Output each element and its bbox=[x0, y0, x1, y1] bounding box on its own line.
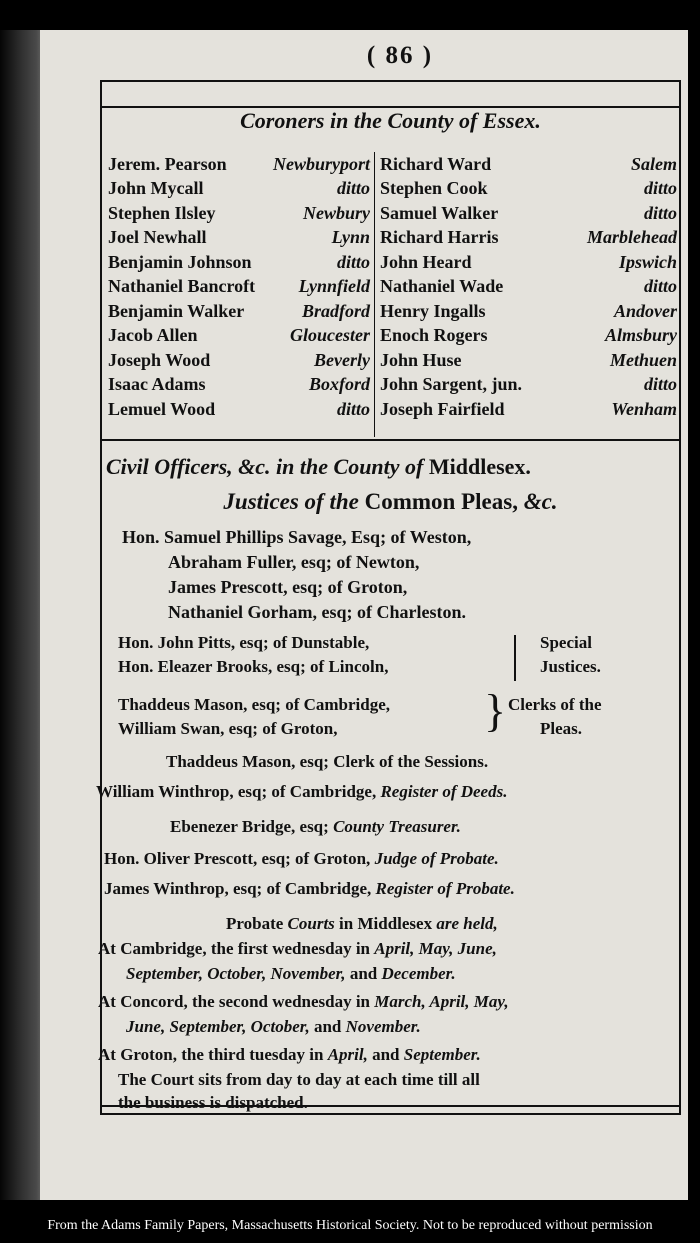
coroner-entry bbox=[380, 348, 677, 373]
justice-line-2: Abraham Fuller, esq; of Newton, bbox=[168, 552, 420, 572]
courts-heading-a: Probate bbox=[226, 914, 284, 933]
clerks-brace: } bbox=[484, 685, 507, 736]
coroner-entry bbox=[380, 250, 677, 275]
court-sits-line-1: The Court sits from day to day at each time till all bbox=[118, 1070, 480, 1089]
coroner-entry bbox=[380, 373, 677, 398]
civil-officers-heading bbox=[106, 454, 679, 480]
coroner-name: Benjamin Johnson bbox=[108, 251, 252, 272]
coroner-town: Lynnfield bbox=[298, 276, 370, 297]
courts-heading-c: in Middlesex bbox=[339, 914, 433, 933]
justices-heading bbox=[102, 489, 679, 515]
coroner-entry bbox=[380, 201, 677, 226]
coroner-town: Methuen bbox=[609, 349, 677, 370]
justice-line-4: Nathaniel Gorham, esq; of Charleston. bbox=[168, 602, 466, 622]
coroner-name: Samuel Walker bbox=[380, 202, 499, 223]
probate-judge-title: Judge of Probate. bbox=[374, 849, 499, 868]
coroner-name: Stephen Cook bbox=[380, 178, 488, 199]
coroner-town: ditto bbox=[643, 178, 677, 199]
coroner-entry bbox=[380, 275, 677, 300]
justices-heading-c: &c. bbox=[523, 489, 558, 514]
treasurer-title: County Treasurer. bbox=[333, 817, 461, 836]
coroner-town: ditto bbox=[336, 178, 370, 199]
civil-heading-county: Middlesex. bbox=[428, 454, 531, 479]
coroner-name: Joseph Wood bbox=[108, 349, 211, 370]
deeds-title: Register of Deeds. bbox=[380, 782, 508, 801]
clerk-line-1: Thaddeus Mason, esq; of Cambridge, bbox=[118, 695, 391, 714]
groton-1c: and bbox=[372, 1045, 400, 1064]
coroner-town: ditto bbox=[643, 202, 677, 223]
cambridge-1b: April, May, June, bbox=[374, 939, 497, 958]
justices-heading-a: Justices of the bbox=[223, 489, 359, 514]
coroner-town: Ipswich bbox=[618, 251, 677, 272]
courts-heading-b: Courts bbox=[287, 914, 335, 933]
coroner-name: Lemuel Wood bbox=[108, 398, 216, 419]
justice-line-3: James Prescott, esq; of Groton, bbox=[168, 577, 408, 597]
coroner-name: John Huse bbox=[380, 349, 462, 370]
coroners-right-column bbox=[380, 152, 677, 422]
coroner-town: ditto bbox=[336, 398, 370, 419]
groton-1a: At Groton, the third tuesday in bbox=[98, 1045, 324, 1064]
coroner-town: Marblehead bbox=[587, 227, 677, 248]
coroner-entry bbox=[108, 324, 370, 349]
coroner-entry bbox=[380, 152, 677, 177]
groton-1d: September. bbox=[403, 1045, 481, 1064]
coroner-town: Almsbury bbox=[604, 325, 677, 346]
clerk-of-sessions: Thaddeus Mason, esq; Clerk of the Sessions. bbox=[166, 752, 489, 771]
concord-line-1 bbox=[98, 992, 509, 1012]
coroner-town: Newbury bbox=[303, 202, 370, 223]
coroner-name: John Mycall bbox=[108, 178, 204, 199]
concord-2b: and bbox=[313, 1017, 342, 1036]
judge-of-probate bbox=[104, 849, 499, 869]
justice-line-1: Hon. Samuel Phillips Savage, Esq; of Weston, bbox=[122, 527, 472, 547]
clerk-line-2: William Swan, esq; of Groton, bbox=[118, 719, 338, 738]
special-justice-2: Hon. Eleazer Brooks, esq; of Lincoln, bbox=[118, 657, 389, 676]
coroner-entry bbox=[380, 226, 677, 251]
probate-courts-heading bbox=[226, 914, 498, 934]
court-sits-line-2: the business is dispatched. bbox=[118, 1093, 308, 1112]
coroner-name: Benjamin Walker bbox=[108, 300, 245, 321]
coroner-town: Beverly bbox=[314, 349, 370, 370]
coroner-name: Richard Harris bbox=[380, 227, 499, 248]
almanac-page bbox=[40, 30, 688, 1200]
coroner-entry bbox=[108, 152, 370, 177]
coroner-name: Richard Ward bbox=[380, 153, 492, 174]
coroner-entry bbox=[380, 397, 677, 422]
coroner-name: Jacob Allen bbox=[108, 325, 198, 346]
coroner-name: Henry Ingalls bbox=[380, 300, 486, 321]
special-label-1: Special bbox=[540, 633, 592, 652]
civil-heading-italic: Civil Officers, &c. in the County of bbox=[106, 454, 424, 479]
coroner-entry bbox=[108, 201, 370, 226]
concord-2c: November. bbox=[345, 1017, 421, 1036]
coroner-town: Lynn bbox=[331, 227, 370, 248]
coroner-town: Boxford bbox=[308, 374, 370, 395]
coroner-entry bbox=[380, 324, 677, 349]
register-of-probate bbox=[104, 879, 515, 899]
cambridge-2b: and bbox=[349, 964, 378, 983]
special-justice-1: Hon. John Pitts, esq; of Dunstable, bbox=[118, 633, 370, 652]
coroner-town: ditto bbox=[643, 374, 677, 395]
probate-judge-name: Hon. Oliver Prescott, esq; of Groton, bbox=[104, 849, 371, 868]
copyright-caption: From the Adams Family Papers, Massachusetts Historical Society. Not to be reproduced without permission bbox=[47, 1218, 653, 1233]
concord-1a: At Concord, the second wednesday in bbox=[98, 992, 371, 1011]
concord-line-2 bbox=[126, 1017, 421, 1037]
deeds-name: William Winthrop, esq; of Cambridge, bbox=[96, 782, 377, 801]
probate-register-name: James Winthrop, esq; of Cambridge, bbox=[104, 879, 372, 898]
column-divider bbox=[374, 152, 375, 437]
coroner-name: Jerem. Pearson bbox=[108, 153, 227, 174]
coroner-name: John Sargent, jun. bbox=[380, 374, 523, 395]
cambridge-2c: December. bbox=[381, 964, 456, 983]
coroner-name: Nathaniel Bancroft bbox=[108, 276, 256, 297]
coroner-entry bbox=[108, 250, 370, 275]
coroner-name: Joseph Fairfield bbox=[380, 398, 505, 419]
coroner-entry bbox=[108, 373, 370, 398]
cambridge-line-1 bbox=[98, 939, 497, 959]
coroner-entry bbox=[108, 397, 370, 422]
coroner-entry bbox=[380, 299, 677, 324]
coroner-town: Salem bbox=[630, 153, 677, 174]
coroner-town: Andover bbox=[614, 300, 677, 321]
coroner-entry bbox=[108, 177, 370, 202]
clerks-label-2: Pleas. bbox=[540, 719, 583, 738]
coroners-heading: Coroners in the County of Essex. bbox=[240, 108, 541, 133]
coroner-town: Wenham bbox=[611, 398, 677, 419]
treasurer-name: Ebenezer Bridge, esq; bbox=[170, 817, 329, 836]
coroner-entry bbox=[108, 348, 370, 373]
coroner-town: ditto bbox=[643, 276, 677, 297]
special-label-2: Justices. bbox=[540, 657, 601, 676]
groton-line bbox=[98, 1045, 481, 1065]
rule-middle bbox=[102, 439, 679, 441]
cambridge-2a: September, October, November, bbox=[126, 964, 346, 983]
courts-heading-d: are held, bbox=[436, 914, 498, 933]
coroner-name: John Heard bbox=[380, 251, 472, 272]
coroner-town: Newburyport bbox=[272, 153, 370, 174]
coroner-name: Enoch Rogers bbox=[380, 325, 488, 346]
cambridge-1a: At Cambridge, the first wednesday in bbox=[98, 939, 370, 958]
coroner-name: Isaac Adams bbox=[108, 374, 206, 395]
coroner-entry bbox=[108, 275, 370, 300]
coroner-entry bbox=[108, 226, 370, 251]
coroner-town: Gloucester bbox=[290, 325, 370, 346]
coroner-name: Stephen Ilsley bbox=[108, 202, 216, 223]
clerks-label-1: Clerks of the bbox=[508, 695, 602, 714]
coroner-name: Nathaniel Wade bbox=[380, 276, 504, 297]
probate-register-title: Register of Probate. bbox=[375, 879, 515, 898]
coroner-name: Joel Newhall bbox=[108, 227, 207, 248]
rule-bottom bbox=[102, 1105, 679, 1107]
groton-1b: April, bbox=[327, 1045, 368, 1064]
coroner-entry bbox=[380, 177, 677, 202]
register-of-deeds bbox=[96, 782, 507, 802]
justices-heading-b: Common Pleas, bbox=[364, 489, 518, 514]
concord-2a: June, September, October, bbox=[126, 1017, 310, 1036]
special-bracket bbox=[514, 635, 516, 681]
coroners-left-column bbox=[108, 152, 370, 422]
coroner-town: ditto bbox=[336, 251, 370, 272]
coroner-entry bbox=[108, 299, 370, 324]
concord-1b: March, April, May, bbox=[374, 992, 509, 1011]
coroner-town: Bradford bbox=[301, 300, 370, 321]
content-frame bbox=[96, 80, 681, 1115]
cambridge-line-2 bbox=[126, 964, 456, 984]
page-number: ( 86 ) bbox=[366, 42, 434, 69]
county-treasurer bbox=[170, 817, 461, 837]
